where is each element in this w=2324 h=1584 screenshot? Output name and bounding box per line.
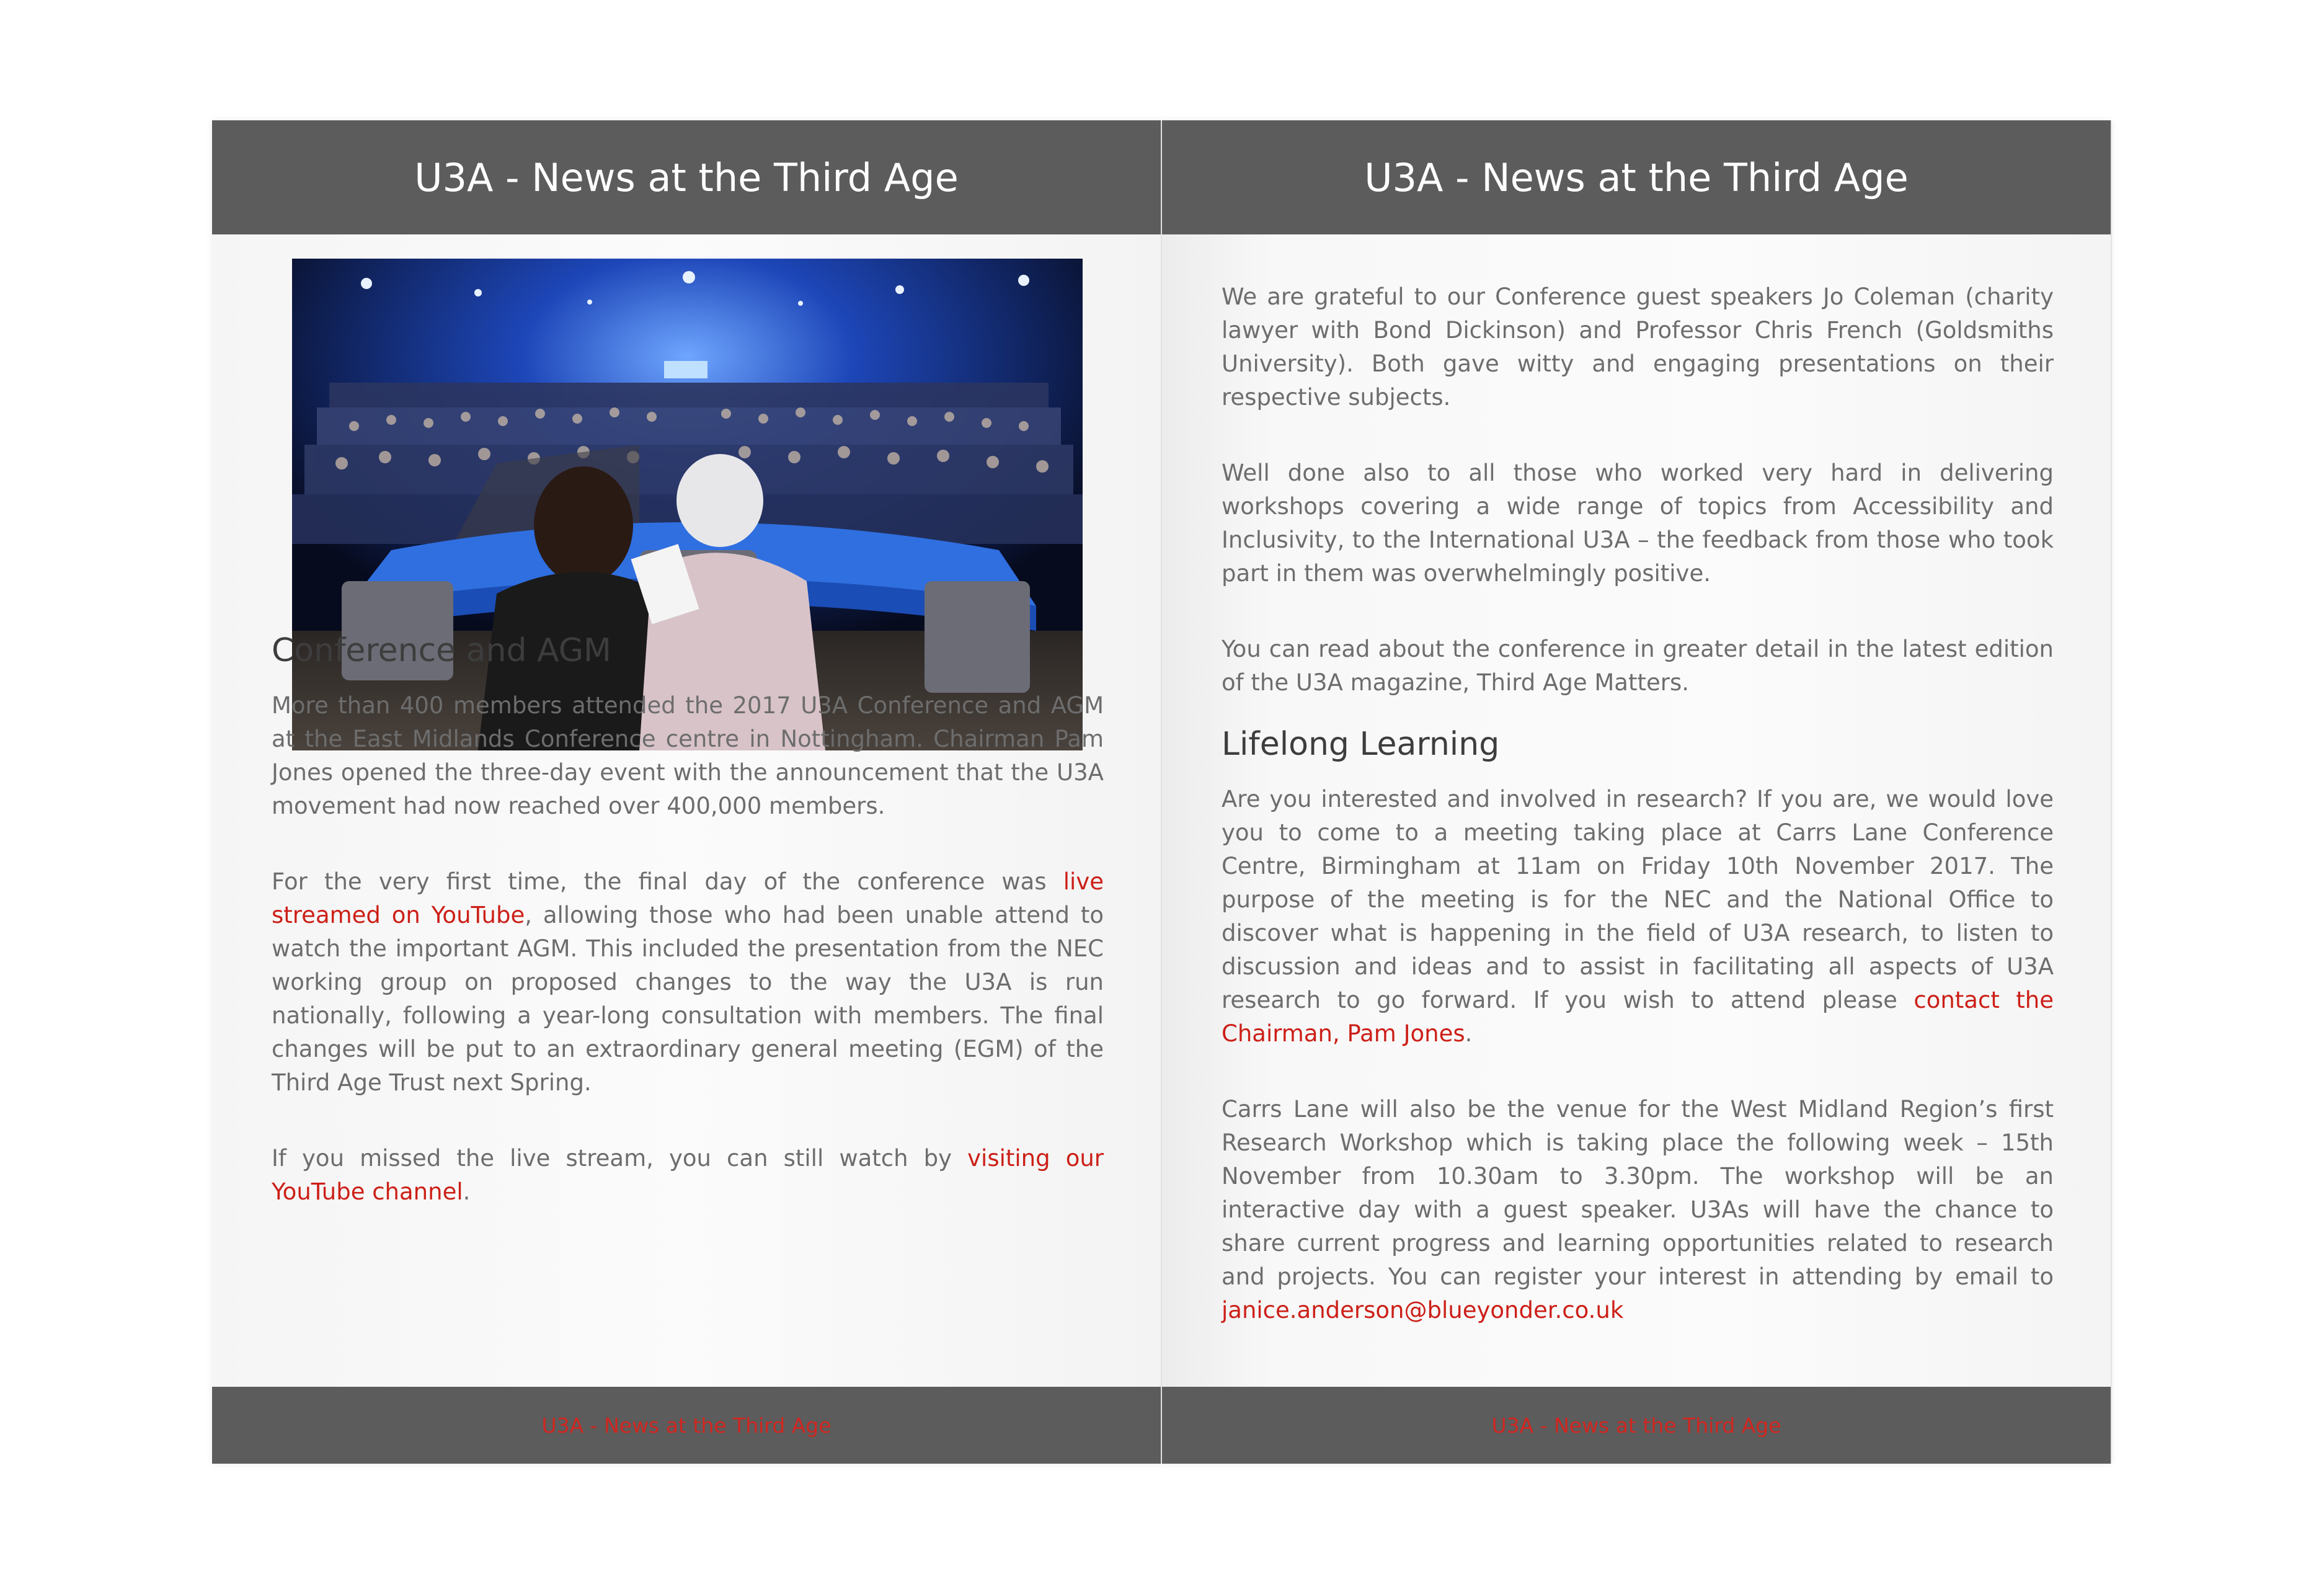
page-footer: [212, 1387, 1161, 1464]
paragraph-text: .: [1465, 1020, 1473, 1047]
footer-text: U3A - News at the Third Age: [541, 1413, 832, 1438]
paragraph-text: You can read about the conference in greater detail in the latest edition of the U3A magazine, Third Age Matters.: [1222, 636, 2054, 696]
paragraph: [272, 865, 1104, 1100]
paragraph: [1222, 783, 2054, 1051]
paragraph: [272, 689, 1104, 823]
youtube-channel-link[interactable]: visiting our YouTube channel: [272, 1145, 1104, 1205]
paragraph-text: If you missed the live stream, you can still watch by: [272, 1145, 968, 1172]
contact-chairman-link[interactable]: contact the Chairman, Pam Jones: [1222, 987, 2054, 1047]
magazine-spread: [212, 120, 2112, 1464]
paragraph-text: More than 400 members attended the 2017 U3A Conference and AGM at the East Midlands Conference centre in Nottingham. Chairman Pam Jones opened the three-day event with the announcement that the U3A movement had now reached over 400,000 members.: [272, 692, 1104, 819]
paragraph-text: Carrs Lane will also be the venue for the West Midland Region’s first Research Workshop which is taking place the following week – 15th November from 10.30am to 3.30pm. The workshop will be an interactive day with a guest speaker. U3As will have the chance to share current progress and learning opportunities related to research and projects. You can register your interest in attending by email to: [1222, 1096, 2054, 1290]
page-footer: [1162, 1387, 2111, 1464]
paragraph: [272, 1142, 1104, 1209]
header-title: U3A - News at the Third Age: [1364, 154, 1909, 200]
paragraph: [1222, 280, 2054, 414]
footer-text: U3A - News at the Third Age: [1491, 1413, 1781, 1438]
section-heading: Lifelong Learning: [1222, 726, 1500, 763]
youtube-stream-link[interactable]: live streamed on YouTube: [272, 868, 1104, 928]
section-heading: Conference and AGM: [272, 632, 611, 669]
email-link[interactable]: janice.anderson@blueyonder.co.uk: [1222, 1297, 1624, 1324]
right-page: [1162, 120, 2112, 1464]
header-title: U3A - News at the Third Age: [414, 154, 959, 200]
right-article: [1222, 280, 2054, 1369]
page-header: [1162, 120, 2111, 234]
left-page: [212, 120, 1162, 1464]
paragraph-text: Are you interested and involved in research? If you are, we would love you to come to a meeting taking place at Carrs Lane Conference Centre, Birmingham at 11am on Friday 10th November 2017. The purpose of the meeting is for the NEC and the National Office to discover what is happening in the field of U3A research, to listen to discussion and ideas and to assist in facilitating all aspects of U3A research to go forward. If you wish to attend please: [1222, 786, 2054, 1013]
paragraph: [1222, 633, 2054, 700]
paragraph-text: For the very first time, the final day of the conference was: [272, 868, 1063, 895]
paragraph-text: , allowing those who had been unable attend to watch the important AGM. This included the presentation from the NEC working group on proposed changes to the way the U3A is run nationally, following a year-long consultation with members. The final changes will be put to an extraordinary general meeting (EGM) of the Third Age Trust next Spring.: [272, 902, 1104, 1096]
paragraph: [1222, 456, 2054, 590]
paragraph-text: We are grateful to our Conference guest speakers Jo Coleman (charity lawyer with Bond Dickinson) and Professor Chris French (Goldsmiths University). Both gave witty and engaging presentations on their respective subjects.: [1222, 283, 2054, 411]
paragraph-text: Well done also to all those who worked very hard in delivering workshops covering a wide range of topics from Accessibility and Inclusivity, to the International U3A – the feedback from those who took part in them was overwhelmingly positive.: [1222, 460, 2054, 587]
paragraph: [1222, 1093, 2054, 1327]
paragraph-text: .: [463, 1178, 471, 1205]
left-article: [272, 631, 1104, 1251]
page-header: [212, 120, 1161, 234]
